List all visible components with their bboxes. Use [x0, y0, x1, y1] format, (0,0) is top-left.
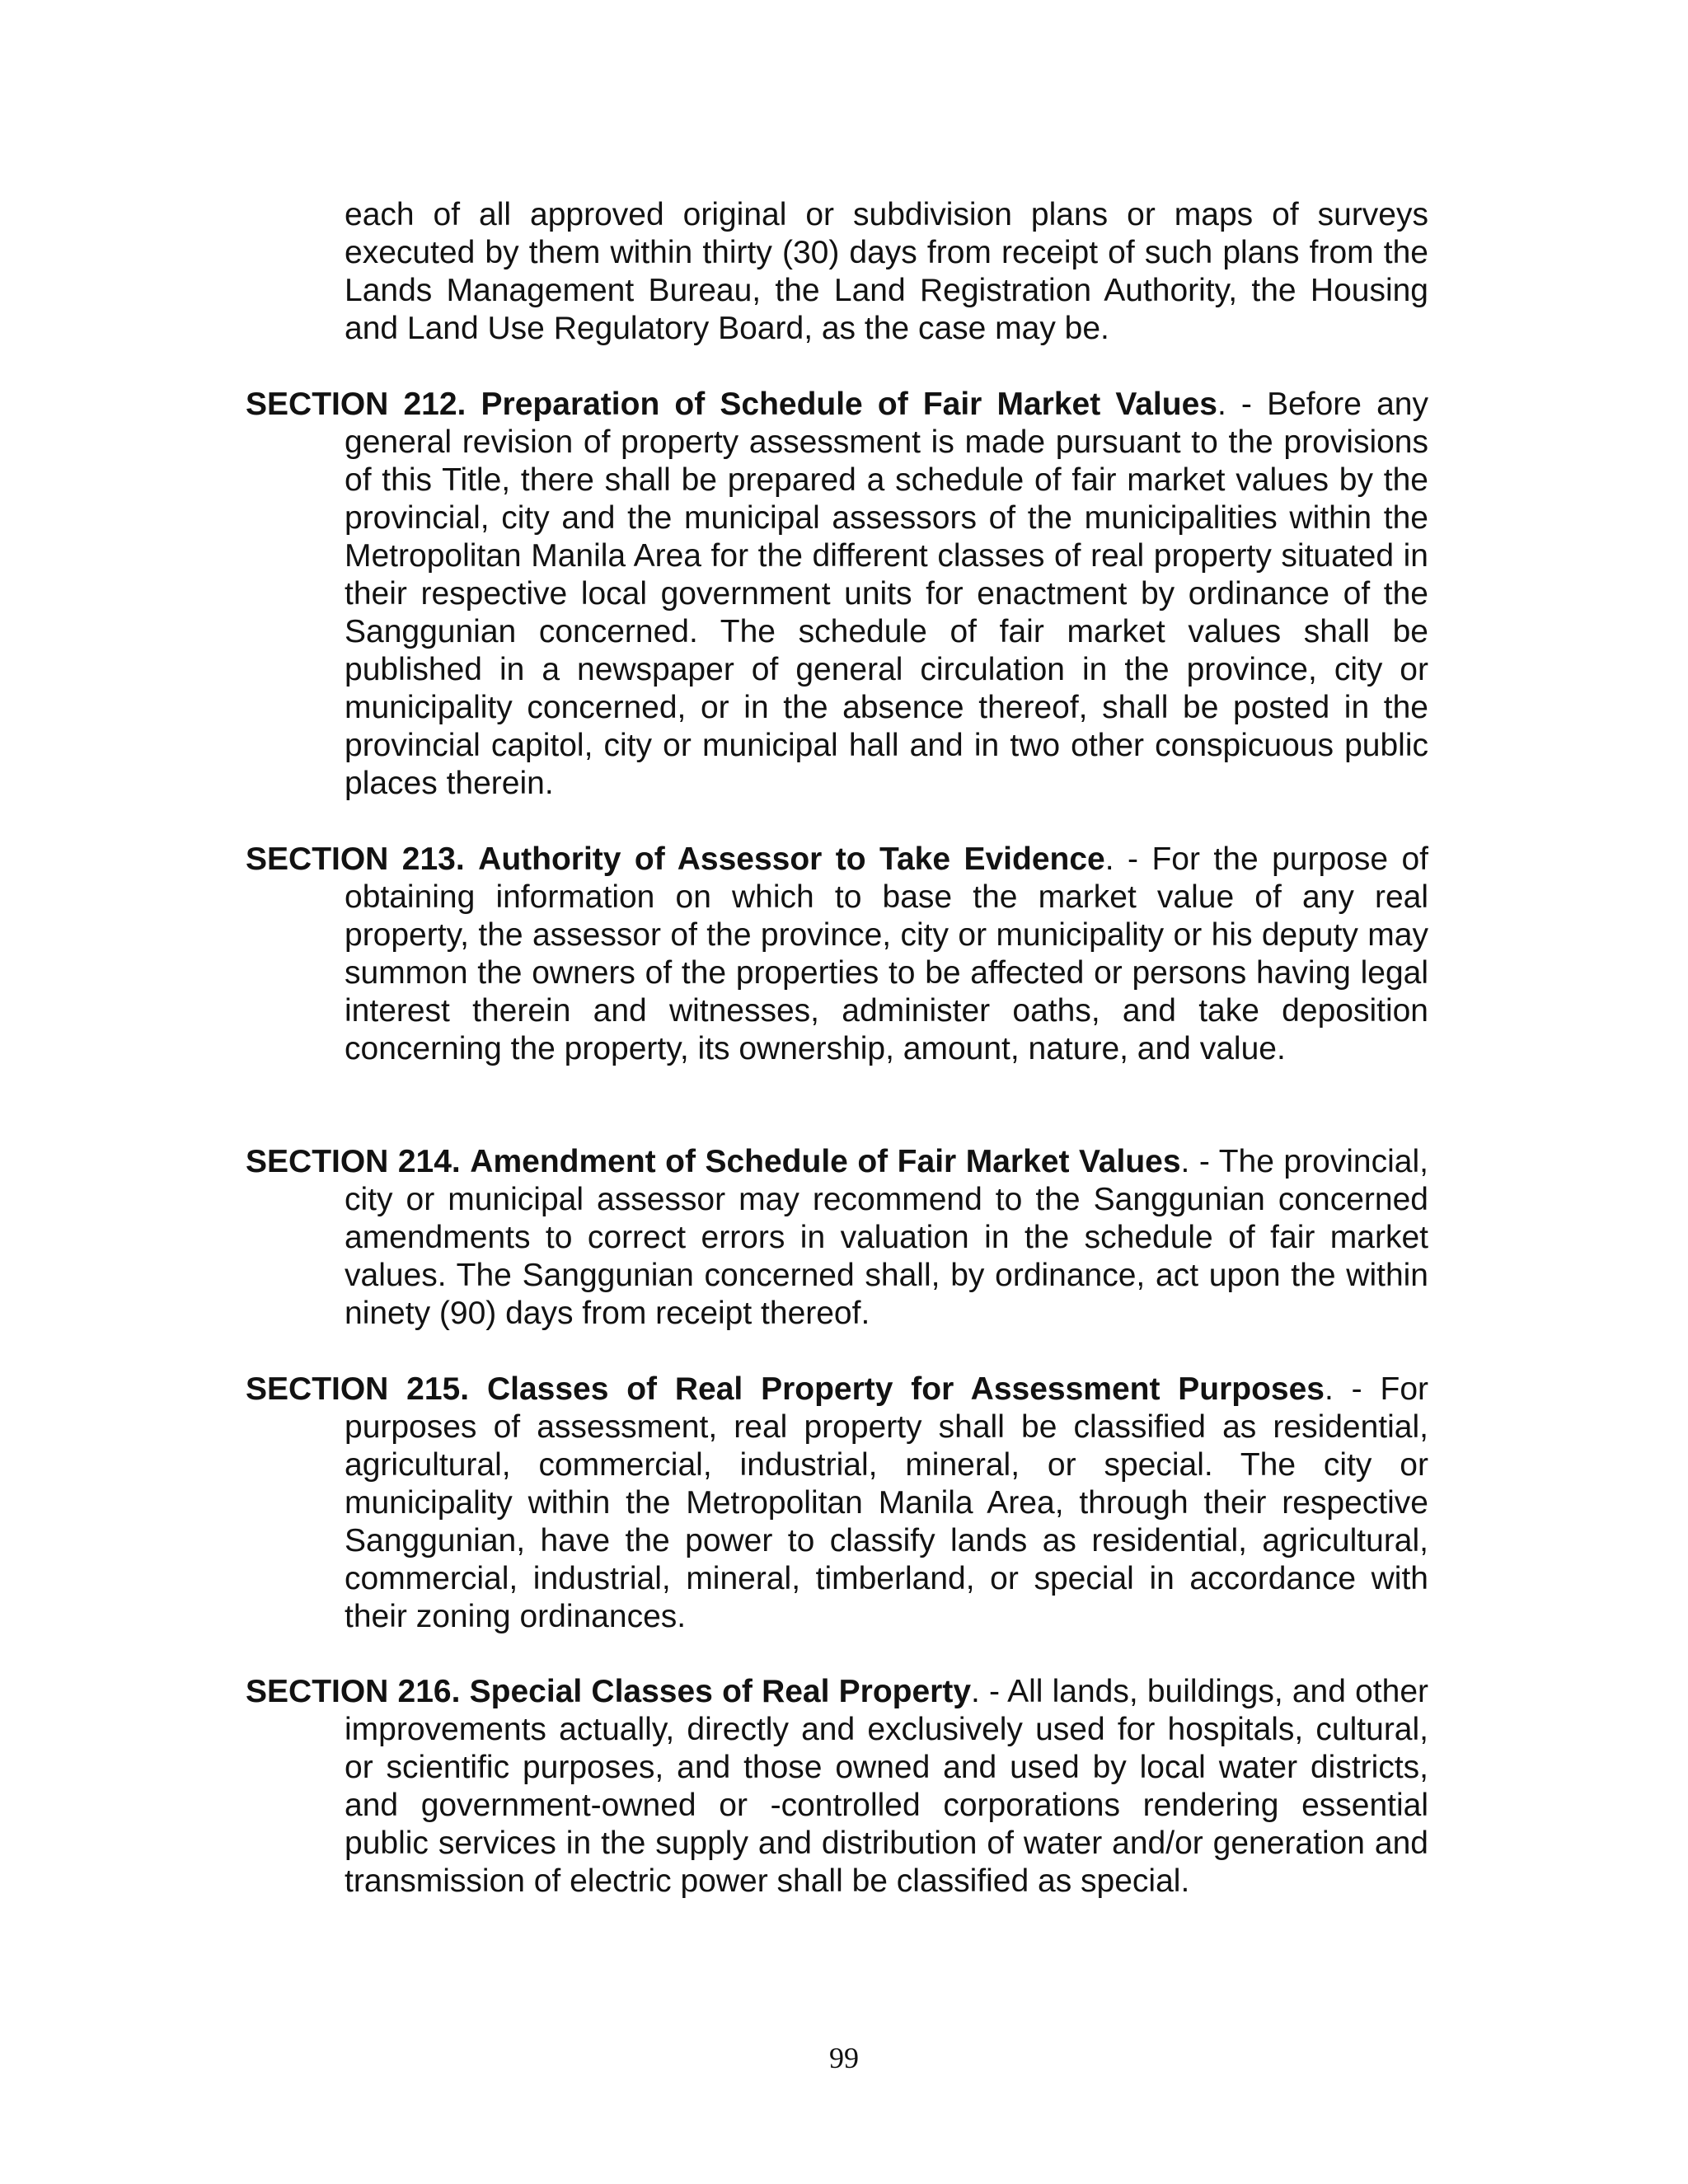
section-214-body: The provincial, city or municipal assessor may recommend to the Sanggunian concerned amendments to correct errors in valuation in the schedule of fair market values. The Sanggunian concerned shall, by ordinance, act upon the within ninety (90) days from receipt thereof. [345, 1144, 1428, 1331]
section-213 [246, 841, 1428, 1068]
section-213-body: For the purpose of obtaining information on which to base the market value of any real property, the assessor of the province, city or municipality or his deputy may summon the owners of the properties to be affected or persons having legal interest therein and witnesses, administer oaths, and take deposition concerning the property, its ownership, amount, nature, and value. [345, 841, 1429, 1066]
section-216-separator: . - [971, 1674, 1001, 1709]
section-214-separator: . - [1180, 1144, 1210, 1179]
section-213-label: SECTION 213. [246, 841, 465, 877]
section-213-separator: . - [1104, 841, 1139, 877]
section-215-separator: . - [1325, 1371, 1362, 1407]
section-214-label: SECTION 214. [246, 1144, 461, 1179]
intro-paragraph: each of all approved original or subdivision plans or maps of surveys executed by them within thirty (30) days from receipt of such plans from the Lands Management Bureau, the Land Registration Authority, the Housing and Land Use Regulatory Board, as the case may be. [345, 197, 1428, 346]
section-212-body: Before any general revision of property assessment is made pursuant to the provisions of this Title, there shall be prepared a schedule of fair market values by the provincial, city and the municipal assessors of the municipalities within the Metropolitan Manila Area for the different classes of real property situated in their respective local government units for enactment by ordinance of the Sanggunian concerned. The schedule of fair market values shall be published in a newspaper of general circulation in the province, city or municipality concerned, or in the absence thereof, shall be posted in the provincial capitol, city or municipal hall and in two other conspicuous public places therein. [345, 387, 1428, 801]
section-214-title: Amendment of Schedule of Fair Market Values [470, 1144, 1181, 1179]
section-212-separator: . - [1217, 387, 1252, 422]
section-212 [246, 386, 1428, 803]
section-215-title: Classes of Real Property for Assessment Purposes [486, 1371, 1325, 1407]
section-216 [246, 1673, 1428, 1900]
section-212-title: Preparation of Schedule of Fair Market Values [481, 387, 1217, 422]
section-216-label: SECTION 216. [246, 1674, 461, 1709]
page-number: 99 [829, 2041, 859, 2074]
section-216-body: All lands, buildings, and other improvements actually, directly and exclusively used for hospitals, cultural, or scientific purposes, and those owned and used by local water districts, and government-owned or -controlled corporations rendering essential public services in the supply and distribution of water and/or generation and transmission of electric power shall be classified as special. [345, 1674, 1428, 1899]
section-215 [246, 1371, 1428, 1636]
section-215-body: For purposes of assessment, real property shall be classified as residential, agricultural, commercial, industrial, mineral, or special. The city or municipality within the Metropolitan Manila Area, through their respective Sanggunian, have the power to classify lands as residential, agricultural, commercial, industrial, mineral, timberland, or special in accordance with their zoning ordinances. [345, 1371, 1429, 1634]
section-212-label: SECTION 212. [246, 387, 467, 422]
section-213-title: Authority of Assessor to Take Evidence [478, 841, 1105, 877]
section-215-label: SECTION 215. [246, 1371, 470, 1407]
section-214 [246, 1143, 1428, 1333]
section-216-title: Special Classes of Real Property [469, 1674, 972, 1709]
